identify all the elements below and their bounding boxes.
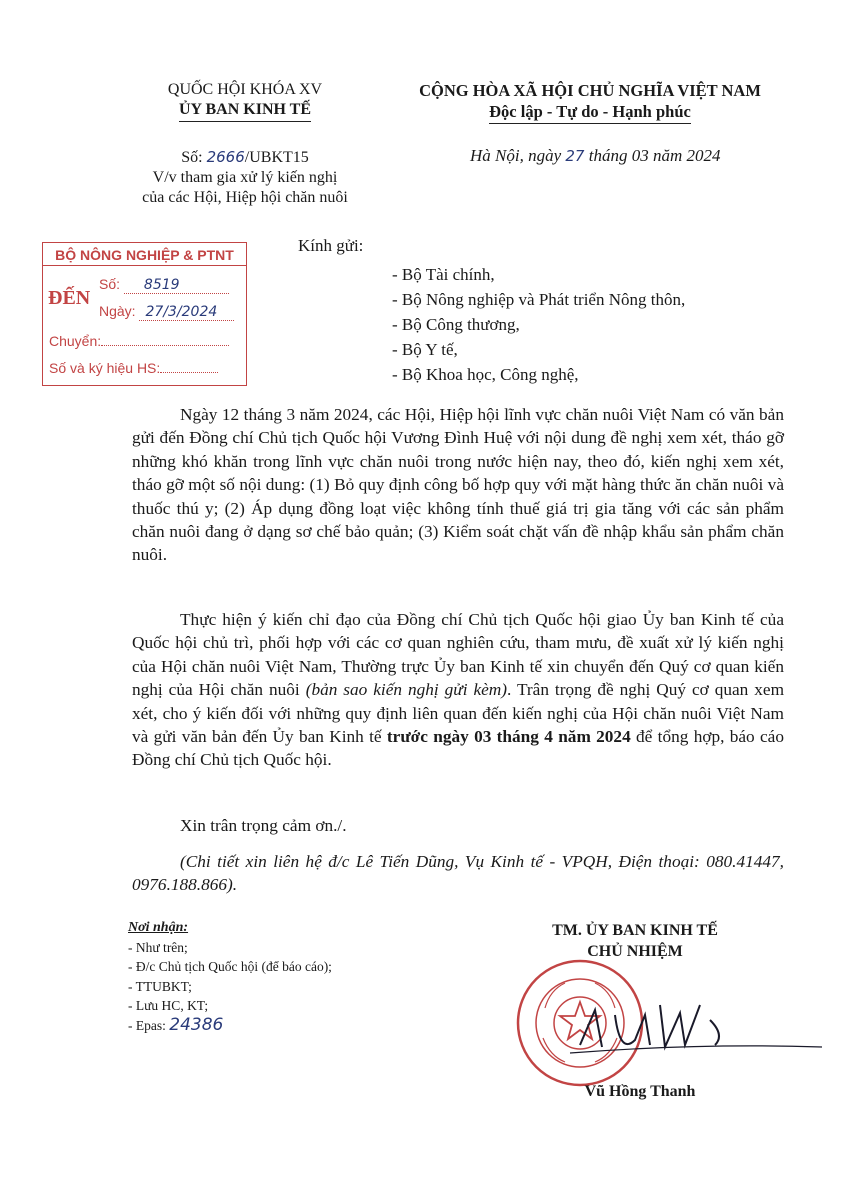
- recipient-item: - Bộ Y tế,: [392, 340, 458, 359]
- stamp-so-value: 8519: [143, 277, 180, 293]
- stamp-title: BỘ NÔNG NGHIỆP & PTNT: [43, 243, 246, 266]
- distribution-item: - Lưu HC, KT;: [128, 998, 209, 1013]
- issuer-line2: ỦY BAN KINH TẾ: [179, 100, 311, 122]
- recipient-list: [392, 262, 685, 387]
- document-number: Số: 2666/UBKT15: [181, 148, 309, 166]
- issuer-line1: QUỐC HỘI KHÓA XV: [167, 81, 323, 98]
- contact-note: (Chi tiết xin liên hệ đ/c Lê Tiến Dũng, Vụ Kinh tế - VPQH, Điện thoại: 080.41447, 0976.188.866).: [132, 852, 784, 895]
- body-paragraph-2: Thực hiện ý kiến chỉ đạo của Đồng chí Chủ tịch Quốc hội giao Ủy ban Kinh tế của Quốc hội chủ trì, phối hợp với các cơ quan nghiên cứu, tham mưu, đề xuất xử lý kiến nghị của Hội chăn nuôi Việt Nam, Thường trực Ủy ban Kinh tế xin chuyển đến Quý cơ quan kiến nghị của Hội chăn nuôi (bản sao kiến nghị gửi kèm). Trân trọng đề nghị Quý cơ quan xem xét, cho ý kiến đối với những quy định liên quan đến kiến nghị của Hội chăn nuôi Việt Nam và gửi văn bản đến Ủy ban Kinh tế trước ngày 03 tháng 4 năm 2024 để tổng hợp, báo cáo Đồng chí Chủ tịch Quốc hội.: [132, 610, 785, 770]
- received-stamp: [42, 242, 247, 386]
- handwritten-number: 2666: [206, 148, 245, 166]
- subject-line1: V/v tham gia xử lý kiến nghị: [152, 169, 338, 186]
- stamp-chuyen-row: Chuyển:: [49, 333, 240, 349]
- national-title: CỘNG HÒA XÃ HỘI CHỦ NGHĨA VIỆT NAM: [419, 81, 761, 100]
- recipient-item: - Bộ Tài chính,: [392, 265, 495, 284]
- stamp-hs-row: Số và ký hiệu HS:: [49, 360, 240, 376]
- distribution-title: Nơi nhận:: [128, 920, 189, 935]
- recipient-item: - Bộ Khoa học, Công nghệ,: [392, 365, 579, 384]
- reference-block: [120, 147, 370, 208]
- handwritten-signature-icon: [560, 985, 830, 1065]
- document-date: Hà Nội, ngày 27 tháng 03 năm 2024: [470, 146, 721, 165]
- stamp-ngay-value: 27/3/2024: [145, 304, 218, 320]
- distribution-epas: - Epas: 24386: [128, 1014, 224, 1035]
- signature-title: TM. ỦY BAN KINH TẾ: [552, 922, 718, 939]
- distribution-list: [128, 918, 332, 1035]
- subject-line2: của các Hội, Hiệp hội chăn nuôi: [142, 189, 348, 206]
- recipient-item: - Bộ Công thương,: [392, 315, 520, 334]
- stamp-so-row: Số: 8519: [99, 276, 240, 294]
- recipient-item: - Bộ Nông nghiệp và Phát triển Nông thôn,: [392, 290, 686, 309]
- handwritten-epas: 24386: [169, 1014, 224, 1035]
- distribution-item: - TTUBKT;: [128, 978, 192, 994]
- signer-name: Vũ Hồng Thanh: [584, 1083, 696, 1100]
- addressee-label: Kính gửi:: [298, 236, 364, 255]
- signature-block: [520, 920, 750, 962]
- thanks-line: Xin trân trọng cảm ơn./.: [180, 816, 347, 835]
- body-paragraph-1: Ngày 12 tháng 3 năm 2024, các Hội, Hiệp hội lĩnh vực chăn nuôi Việt Nam có văn bản gửi đến Đồng chí Chủ tịch Quốc hội Vương Đình Huệ với nội dung đề nghị xem xét, tháo gỡ những khó khăn trong lĩnh vực chăn nuôi trong nước hiện nay, theo đó, kiến nghị xem xét, tháo gỡ một số nội dung: (1) Bỏ quy định công bố hợp quy với mặt hàng thức ăn chăn nuôi và thuốc thú y; (2) Áp dụng đồng loạt việc không tính thuế giá trị gia tăng với các sản phẩm chăn nuôi đang ở dạng sơ chế bảo quản; (3) Kiểm soát chặt vấn đề nhập khẩu sản phẩm chăn nuôi.: [132, 405, 784, 565]
- handwritten-day: 27: [565, 147, 585, 165]
- issuer-block: [120, 80, 370, 122]
- national-title-block: [390, 80, 790, 124]
- stamp-den: ĐẾN: [48, 287, 91, 309]
- stamp-ngay-row: Ngày: 27/3/2024: [99, 303, 240, 321]
- national-motto: Độc lập - Tự do - Hạnh phúc: [489, 101, 691, 124]
- distribution-item: - Như trên;: [128, 939, 188, 955]
- distribution-item: - Đ/c Chủ tịch Quốc hội (để báo cáo);: [128, 959, 332, 974]
- signature-position: CHỦ NHIỆM: [587, 943, 683, 960]
